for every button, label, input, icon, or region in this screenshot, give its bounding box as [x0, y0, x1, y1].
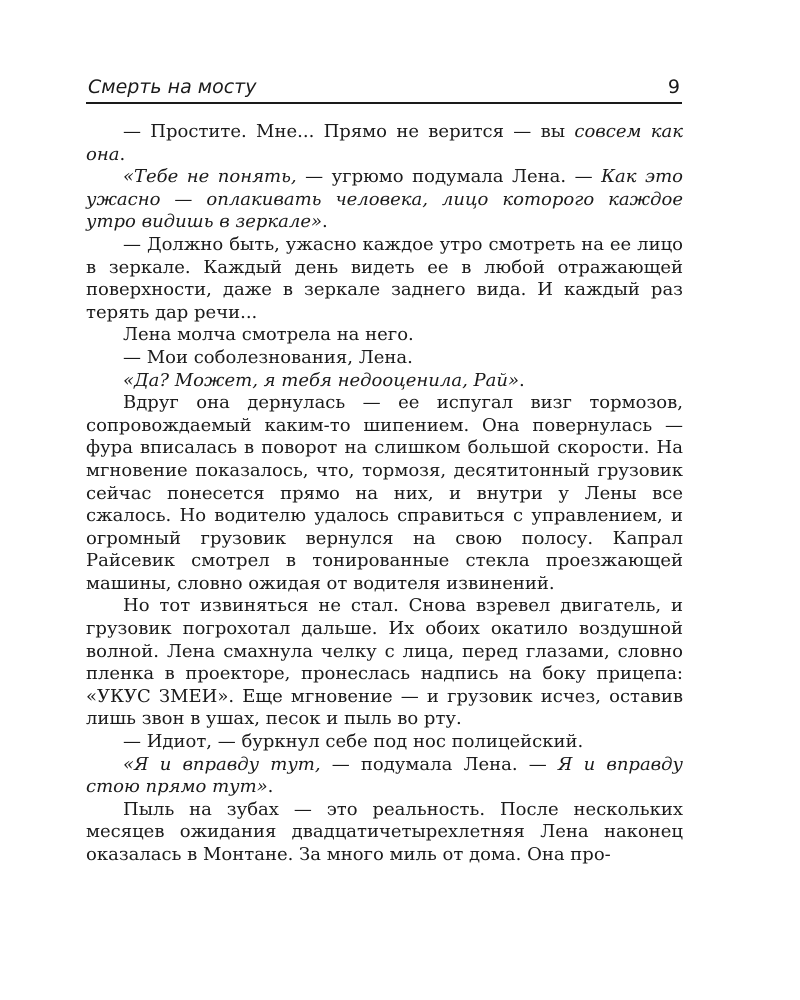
running-header — [86, 76, 682, 104]
paragraph-text: Вдруг она дернулась — ее испугал визг тормозов, сопровождаемый каким-то шипением. Она повернулась — фура вписалась в поворот на слишком большой скорости. На мгновение показалось, что, тормозя, десятитонный грузовик сейчас понесется прямо на них, и внутри у Лены все сжалось. Но водителю удалось справиться с управлением, и огромный грузовик вернулся на свою полосу. Капрал Райсевик смотрел в тонированные стекла проезжающей машины, словно ожидая от водителя извинений. — [86, 392, 683, 594]
paragraph — [86, 347, 683, 370]
paragraph — [86, 166, 683, 234]
paragraph-text: — подумала Лена. — — [320, 753, 558, 775]
paragraph-text: — Мои соболезнования, Лена. — [123, 346, 413, 368]
paragraph-text-italic: Как это ужасно — оплакивать человека, лицо которого каждое утро видишь в зеркале» — [86, 166, 683, 233]
paragraph-text: — Идиот, — буркнул себе под нос полицейский. — [123, 731, 584, 753]
paragraph-text: — Простите. Мне... Прямо не верится — вы — [123, 121, 575, 142]
paragraph-text-italic: Я и вправду стою прямо тут» — [86, 753, 684, 798]
paragraph-text: . — [322, 211, 328, 233]
paragraph-text: . — [267, 776, 274, 798]
paragraph-text: — угрюмо подумала Лена. — — [296, 166, 602, 188]
page-number: 9 — [667, 76, 680, 98]
paragraph — [86, 324, 683, 347]
paragraph-text-italic: «Я и вправду тут, — [123, 753, 321, 775]
paragraph-text-italic: совсем как она — [86, 121, 683, 165]
paragraph-text-italic: «Да? Может, я тебя недооценила, Рай» — [123, 369, 519, 391]
paragraph — [86, 799, 683, 867]
paragraph-text: Лена молча смотрела на него. — [123, 324, 414, 346]
paragraph-text-italic: «Тебе не понять, — [123, 166, 297, 188]
paragraph — [86, 234, 683, 324]
paragraph-text: — Должно быть, ужасно каждое утро смотреть на ее лицо в зеркале. Каждый день видеть ее в любой отражающей поверхности, даже в зеркале заднего вида. И каждый раз терять дар речи... — [86, 233, 683, 323]
paragraph-text: . — [518, 369, 525, 391]
paragraph-text: Пыль на зубах — это реальность. После нескольких месяцев ожидания двадцатичетырехлетняя Лена наконец оказалась в Монтане. За много миль от дома. Она про- — [86, 798, 683, 865]
paragraph-text: Но тот извиняться не стал. Снова взревел двигатель, и грузовик погрохотал дальше. Их обоих окатило воздушной волной. Лена смахнула челку с лица, перед глазами, словно пленка в проекторе, пронеслась надпись на боку прицепа: «УКУС ЗМЕИ». Еще мгновение — и грузовик исчез, оставив лишь звон в ушах, песок и пыль во рту. — [86, 595, 683, 730]
page-body — [86, 121, 683, 867]
paragraph — [86, 370, 683, 393]
paragraph-text: . — [119, 143, 126, 165]
paragraph — [86, 754, 683, 799]
paragraph — [86, 731, 683, 754]
running-title: Смерть на мосту — [88, 76, 257, 98]
paragraph — [86, 392, 683, 595]
paragraph — [86, 121, 683, 166]
paragraph — [86, 595, 683, 731]
